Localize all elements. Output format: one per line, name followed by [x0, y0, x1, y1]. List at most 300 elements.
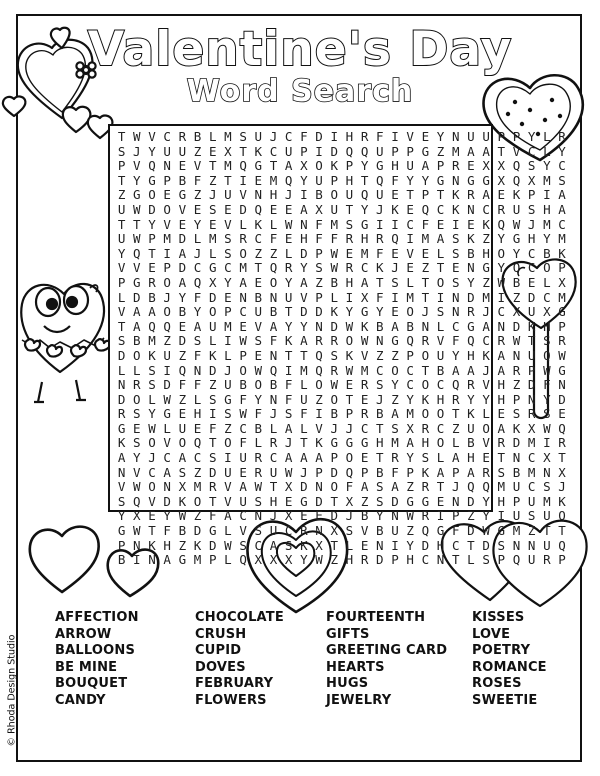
grid-letter[interactable]: J — [421, 304, 430, 320]
grid-letter[interactable]: B — [376, 464, 384, 480]
grid-letter[interactable]: H — [527, 231, 536, 247]
grid-letter[interactable]: H — [497, 493, 506, 509]
grid-letter[interactable]: D — [300, 245, 308, 261]
grid-letter[interactable]: N — [558, 377, 566, 393]
grid-letter[interactable]: E — [163, 187, 171, 203]
grid-letter[interactable]: U — [436, 347, 445, 363]
grid-letter[interactable]: P — [391, 143, 399, 159]
grid-letter[interactable]: R — [208, 479, 217, 495]
grid-letter[interactable]: L — [163, 420, 171, 436]
grid-letter[interactable]: T — [467, 537, 475, 553]
grid-letter[interactable]: Y — [224, 274, 232, 290]
grid-letter[interactable]: F — [193, 289, 202, 305]
grid-letter[interactable]: V — [224, 216, 232, 232]
grid-letter[interactable]: F — [376, 245, 384, 261]
grid-letter[interactable]: P — [451, 464, 460, 480]
grid-letter[interactable]: X — [527, 420, 536, 436]
grid-letter[interactable]: P — [451, 508, 460, 524]
grid-letter[interactable]: C — [148, 464, 156, 480]
grid-letter[interactable]: V — [239, 187, 247, 203]
grid-letter[interactable]: Q — [543, 347, 551, 363]
grid-letter[interactable]: F — [376, 129, 384, 144]
grid-letter[interactable]: T — [436, 479, 445, 495]
grid-letter[interactable]: T — [558, 523, 566, 539]
grid-letter[interactable]: C — [436, 201, 445, 217]
grid-letter[interactable]: J — [163, 289, 171, 305]
grid-letter[interactable]: L — [224, 552, 232, 568]
grid-letter[interactable]: Y — [133, 450, 141, 466]
grid-letter[interactable]: O — [193, 493, 202, 509]
grid-letter[interactable]: B — [467, 245, 475, 261]
grid-letter[interactable]: S — [376, 377, 384, 393]
grid-letter[interactable]: K — [117, 435, 126, 451]
grid-letter[interactable]: E — [451, 260, 460, 276]
grid-letter[interactable]: X — [527, 172, 536, 188]
grid-letter[interactable]: L — [224, 347, 232, 363]
grid-letter[interactable]: E — [467, 158, 475, 174]
grid-letter[interactable]: Z — [193, 187, 202, 203]
grid-letter[interactable]: A — [360, 274, 369, 290]
grid-letter[interactable]: Z — [163, 333, 171, 349]
grid-letter[interactable]: N — [512, 347, 521, 363]
grid-letter[interactable]: D — [330, 508, 338, 524]
grid-letter[interactable]: Z — [451, 420, 460, 436]
grid-letter[interactable]: M — [193, 479, 202, 495]
grid-letter[interactable]: K — [451, 187, 460, 203]
grid-letter[interactable]: P — [330, 450, 338, 466]
grid-letter[interactable]: I — [315, 406, 323, 422]
grid-letter[interactable]: U — [178, 143, 187, 159]
grid-letter[interactable]: S — [345, 523, 354, 539]
grid-letter[interactable]: O — [148, 187, 156, 203]
grid-letter[interactable]: E — [345, 377, 354, 393]
grid-letter[interactable]: K — [467, 231, 475, 247]
grid-letter[interactable]: Q — [512, 260, 521, 276]
grid-letter[interactable]: T — [345, 391, 354, 407]
grid-letter[interactable]: K — [558, 245, 566, 261]
grid-letter[interactable]: P — [208, 552, 217, 568]
grid-letter[interactable]: T — [300, 347, 308, 363]
grid-letter[interactable]: Z — [178, 391, 187, 407]
grid-letter[interactable]: D — [330, 464, 338, 480]
grid-letter[interactable]: D — [376, 552, 384, 568]
grid-letter[interactable]: T — [117, 318, 126, 334]
grid-letter[interactable]: T — [497, 450, 506, 466]
grid-letter[interactable]: V — [117, 479, 126, 495]
grid-letter[interactable]: H — [467, 450, 475, 466]
grid-letter[interactable]: Y — [148, 406, 156, 422]
grid-letter[interactable]: Y — [497, 260, 506, 276]
grid-letter[interactable]: E — [269, 201, 278, 217]
grid-letter[interactable]: X — [208, 274, 217, 290]
grid-letter[interactable]: A — [224, 508, 232, 524]
grid-letter[interactable]: D — [208, 464, 217, 480]
grid-letter[interactable]: F — [208, 420, 217, 436]
grid-letter[interactable]: F — [178, 377, 187, 393]
grid-letter[interactable]: X — [482, 158, 490, 174]
grid-letter[interactable]: S — [315, 260, 323, 276]
grid-letter[interactable]: N — [117, 464, 126, 480]
grid-letter[interactable]: Z — [421, 260, 430, 276]
grid-letter[interactable]: T — [436, 260, 445, 276]
grid-letter[interactable]: O — [224, 435, 232, 451]
grid-letter[interactable]: H — [345, 172, 354, 188]
grid-letter[interactable]: Y — [512, 245, 521, 261]
grid-letter[interactable]: S — [239, 537, 247, 553]
grid-letter[interactable]: M — [269, 172, 278, 188]
grid-letter[interactable]: I — [315, 143, 323, 159]
grid-letter[interactable]: M — [421, 231, 430, 247]
grid-letter[interactable]: R — [345, 260, 354, 276]
grid-letter[interactable]: C — [284, 523, 293, 539]
grid-letter[interactable]: F — [254, 406, 263, 422]
grid-letter[interactable]: M — [482, 289, 490, 305]
grid-letter[interactable]: H — [482, 245, 490, 261]
grid-letter[interactable]: C — [406, 216, 414, 232]
grid-letter[interactable]: D — [300, 304, 308, 320]
grid-letter[interactable]: R — [360, 129, 369, 144]
grid-letter[interactable]: U — [300, 391, 308, 407]
grid-letter[interactable]: L — [269, 216, 278, 232]
grid-letter[interactable]: W — [239, 333, 247, 349]
grid-letter[interactable]: L — [284, 245, 293, 261]
grid-letter[interactable]: F — [284, 377, 293, 393]
grid-letter[interactable]: Y — [527, 129, 536, 144]
grid-letter[interactable]: D — [133, 289, 141, 305]
grid-letter[interactable]: W — [133, 201, 141, 217]
grid-letter[interactable]: F — [193, 347, 202, 363]
grid-letter[interactable]: K — [315, 435, 323, 451]
grid-letter[interactable]: W — [315, 552, 323, 568]
grid-letter[interactable]: A — [558, 201, 566, 217]
grid-letter[interactable]: S — [451, 231, 460, 247]
grid-letter[interactable]: K — [421, 391, 430, 407]
grid-letter[interactable]: F — [315, 216, 323, 232]
grid-letter[interactable]: P — [224, 304, 232, 320]
grid-letter[interactable]: W — [543, 362, 551, 378]
grid-letter[interactable]: N — [497, 318, 506, 334]
grid-letter[interactable]: M — [543, 216, 551, 232]
grid-letter[interactable]: C — [376, 362, 384, 378]
grid-letter[interactable]: M — [330, 216, 338, 232]
grid-letter[interactable]: E — [178, 318, 187, 334]
grid-letter[interactable]: K — [148, 537, 156, 553]
grid-letter[interactable]: S — [224, 231, 232, 247]
grid-letter[interactable]: Z — [269, 245, 278, 261]
grid-letter[interactable]: W — [482, 523, 490, 539]
grid-letter[interactable]: S — [376, 493, 384, 509]
grid-letter[interactable]: R — [558, 435, 566, 451]
grid-letter[interactable]: T — [421, 362, 430, 378]
grid-letter[interactable]: W — [558, 347, 566, 363]
grid-letter[interactable]: Z — [193, 464, 202, 480]
grid-letter[interactable]: J — [208, 187, 217, 203]
grid-letter[interactable]: N — [467, 260, 475, 276]
grid-letter[interactable]: T — [558, 450, 566, 466]
grid-letter[interactable]: Q — [178, 362, 187, 378]
grid-letter[interactable]: S — [117, 493, 126, 509]
grid-letter[interactable]: X — [224, 143, 232, 159]
grid-letter[interactable]: Y — [406, 391, 414, 407]
grid-letter[interactable]: G — [254, 158, 263, 174]
grid-letter[interactable]: H — [406, 552, 414, 568]
grid-letter[interactable]: Q — [133, 493, 141, 509]
grid-letter[interactable]: Y — [360, 158, 369, 174]
grid-letter[interactable]: I — [391, 216, 399, 232]
grid-letter[interactable]: R — [421, 420, 430, 436]
grid-letter[interactable]: F — [300, 406, 308, 422]
grid-letter[interactable]: O — [345, 450, 354, 466]
grid-letter[interactable]: N — [300, 216, 308, 232]
grid-letter[interactable]: O — [163, 304, 171, 320]
grid-letter[interactable]: E — [148, 260, 156, 276]
grid-letter[interactable]: E — [148, 508, 156, 524]
grid-letter[interactable]: J — [148, 450, 156, 466]
grid-letter[interactable]: J — [376, 391, 384, 407]
grid-letter[interactable]: N — [315, 523, 323, 539]
grid-letter[interactable]: E — [345, 245, 354, 261]
grid-letter[interactable]: D — [512, 318, 521, 334]
grid-letter[interactable]: S — [391, 420, 399, 436]
grid-letter[interactable]: J — [269, 508, 278, 524]
grid-letter[interactable]: F — [193, 172, 202, 188]
grid-letter[interactable]: T — [406, 187, 414, 203]
grid-letter[interactable]: A — [558, 187, 566, 203]
grid-letter[interactable]: C — [406, 362, 414, 378]
grid-letter[interactable]: J — [284, 187, 293, 203]
grid-letter[interactable]: C — [193, 260, 202, 276]
grid-letter[interactable]: W — [406, 508, 414, 524]
grid-letter[interactable]: V — [224, 479, 232, 495]
grid-letter[interactable]: Z — [254, 245, 263, 261]
grid-letter[interactable]: C — [436, 377, 445, 393]
grid-letter[interactable]: B — [406, 318, 414, 334]
grid-letter[interactable]: T — [421, 289, 430, 305]
grid-letter[interactable]: R — [330, 362, 338, 378]
grid-letter[interactable]: P — [406, 143, 414, 159]
grid-letter[interactable]: O — [148, 479, 156, 495]
grid-letter[interactable]: Y — [193, 216, 202, 232]
grid-letter[interactable]: M — [527, 464, 536, 480]
grid-letter[interactable]: P — [163, 260, 171, 276]
grid-letter[interactable]: J — [482, 304, 490, 320]
grid-letter[interactable]: R — [421, 508, 430, 524]
grid-letter[interactable]: T — [527, 333, 536, 349]
grid-letter[interactable]: X — [543, 450, 551, 466]
grid-letter[interactable]: V — [482, 435, 490, 451]
grid-letter[interactable]: A — [391, 406, 399, 422]
grid-letter[interactable]: Z — [391, 347, 399, 363]
grid-letter[interactable]: Q — [360, 187, 369, 203]
grid-letter[interactable]: Z — [208, 377, 217, 393]
grid-letter[interactable]: L — [345, 537, 354, 553]
grid-letter[interactable]: P — [406, 464, 414, 480]
grid-letter[interactable]: F — [376, 289, 384, 305]
grid-letter[interactable]: X — [497, 158, 506, 174]
grid-letter[interactable]: U — [254, 304, 263, 320]
grid-letter[interactable]: B — [330, 406, 338, 422]
grid-letter[interactable]: E — [406, 201, 414, 217]
grid-letter[interactable]: F — [269, 231, 278, 247]
grid-letter[interactable]: I — [436, 508, 445, 524]
grid-letter[interactable]: S — [558, 172, 566, 188]
grid-letter[interactable]: P — [163, 172, 171, 188]
grid-letter[interactable]: J — [482, 362, 490, 378]
grid-letter[interactable]: P — [497, 552, 506, 568]
grid-letter[interactable]: Q — [497, 216, 506, 232]
grid-letter[interactable]: P — [148, 231, 156, 247]
grid-letter[interactable]: H — [497, 391, 506, 407]
grid-letter[interactable]: G — [376, 158, 384, 174]
grid-letter[interactable]: S — [284, 537, 293, 553]
grid-letter[interactable]: C — [163, 129, 171, 144]
grid-letter[interactable]: S — [543, 406, 551, 422]
grid-letter[interactable]: T — [117, 129, 126, 144]
grid-letter[interactable]: U — [254, 129, 263, 144]
grid-letter[interactable]: R — [558, 129, 566, 144]
grid-letter[interactable]: T — [239, 143, 247, 159]
grid-letter[interactable]: Z — [467, 508, 475, 524]
grid-letter[interactable]: P — [558, 552, 566, 568]
grid-letter[interactable]: C — [360, 420, 369, 436]
grid-letter[interactable]: H — [421, 435, 430, 451]
grid-letter[interactable]: Z — [512, 377, 521, 393]
grid-letter[interactable]: P — [315, 289, 323, 305]
grid-letter[interactable]: D — [239, 201, 247, 217]
grid-letter[interactable]: I — [391, 129, 399, 144]
grid-letter[interactable]: N — [451, 129, 460, 144]
grid-letter[interactable]: K — [345, 347, 354, 363]
grid-letter[interactable]: D — [512, 435, 521, 451]
grid-letter[interactable]: Q — [421, 523, 430, 539]
grid-letter[interactable]: I — [451, 216, 460, 232]
grid-letter[interactable]: A — [467, 143, 475, 159]
grid-letter[interactable]: X — [345, 493, 354, 509]
grid-letter[interactable]: P — [315, 464, 323, 480]
grid-letter[interactable]: J — [300, 464, 308, 480]
grid-letter[interactable]: H — [360, 231, 369, 247]
grid-letter[interactable]: D — [421, 537, 430, 553]
grid-letter[interactable]: E — [300, 508, 308, 524]
grid-letter[interactable]: E — [391, 245, 399, 261]
grid-letter[interactable]: Q — [269, 260, 278, 276]
grid-letter[interactable]: Z — [527, 523, 536, 539]
grid-letter[interactable]: O — [133, 391, 141, 407]
grid-letter[interactable]: P — [360, 464, 369, 480]
grid-letter[interactable]: W — [133, 231, 141, 247]
grid-letter[interactable]: C — [543, 289, 551, 305]
grid-letter[interactable]: F — [300, 129, 308, 144]
grid-letter[interactable]: Y — [482, 493, 490, 509]
grid-letter[interactable]: Q — [193, 435, 202, 451]
grid-letter[interactable]: A — [284, 450, 293, 466]
grid-letter[interactable]: V — [133, 464, 141, 480]
grid-letter[interactable]: A — [163, 464, 171, 480]
grid-letter[interactable]: A — [178, 450, 187, 466]
grid-letter[interactable]: L — [117, 362, 126, 378]
grid-letter[interactable]: C — [451, 537, 460, 553]
grid-letter[interactable]: O — [421, 347, 430, 363]
grid-letter[interactable]: N — [269, 391, 278, 407]
grid-letter[interactable]: D — [330, 143, 338, 159]
grid-letter[interactable]: X — [284, 552, 293, 568]
grid-letter[interactable]: A — [436, 464, 445, 480]
grid-letter[interactable]: Y — [467, 391, 475, 407]
grid-letter[interactable]: L — [117, 289, 126, 305]
grid-letter[interactable]: U — [527, 347, 536, 363]
grid-letter[interactable]: G — [467, 318, 475, 334]
grid-letter[interactable]: H — [497, 377, 506, 393]
grid-letter[interactable]: I — [406, 231, 414, 247]
grid-letter[interactable]: W — [512, 333, 521, 349]
grid-letter[interactable]: S — [497, 464, 506, 480]
grid-letter[interactable]: A — [269, 318, 278, 334]
grid-letter[interactable]: L — [208, 333, 217, 349]
grid-letter[interactable]: D — [178, 260, 187, 276]
grid-letter[interactable]: Z — [512, 289, 521, 305]
grid-letter[interactable]: S — [391, 274, 399, 290]
grid-letter[interactable]: F — [315, 231, 323, 247]
grid-letter[interactable]: G — [208, 260, 217, 276]
grid-letter[interactable]: F — [345, 479, 354, 495]
grid-letter[interactable]: A — [269, 537, 278, 553]
grid-letter[interactable]: D — [482, 537, 490, 553]
grid-letter[interactable]: Q — [376, 172, 384, 188]
grid-letter[interactable]: X — [315, 201, 323, 217]
grid-letter[interactable]: T — [208, 158, 217, 174]
grid-letter[interactable]: Z — [406, 479, 414, 495]
grid-letter[interactable]: F — [330, 231, 338, 247]
grid-letter[interactable]: J — [269, 129, 278, 144]
grid-letter[interactable]: W — [330, 245, 338, 261]
grid-letter[interactable]: W — [254, 362, 263, 378]
grid-letter[interactable]: S — [497, 537, 506, 553]
grid-letter[interactable]: W — [148, 420, 156, 436]
grid-letter[interactable]: V — [148, 493, 156, 509]
grid-letter[interactable]: A — [300, 201, 308, 217]
grid-letter[interactable]: S — [224, 406, 232, 422]
grid-letter[interactable]: T — [436, 187, 445, 203]
grid-letter[interactable]: S — [133, 435, 141, 451]
grid-letter[interactable]: N — [315, 318, 323, 334]
grid-letter[interactable]: D — [315, 129, 323, 144]
grid-letter[interactable]: G — [360, 435, 369, 451]
grid-letter[interactable]: O — [208, 304, 217, 320]
grid-letter[interactable]: A — [482, 318, 490, 334]
grid-letter[interactable]: Q — [239, 158, 247, 174]
grid-letter[interactable]: N — [163, 158, 171, 174]
grid-letter[interactable]: U — [543, 508, 551, 524]
grid-letter[interactable]: Q — [512, 552, 521, 568]
grid-letter[interactable]: Q — [451, 377, 460, 393]
grid-letter[interactable]: A — [436, 231, 445, 247]
grid-letter[interactable]: C — [254, 537, 263, 553]
grid-letter[interactable]: P — [117, 158, 126, 174]
grid-letter[interactable]: W — [284, 216, 293, 232]
grid-letter[interactable]: W — [178, 508, 187, 524]
grid-letter[interactable]: G — [391, 333, 399, 349]
grid-letter[interactable]: L — [436, 245, 445, 261]
grid-letter[interactable]: B — [117, 552, 126, 568]
grid-letter[interactable]: M — [391, 435, 399, 451]
grid-letter[interactable]: C — [254, 231, 263, 247]
grid-letter[interactable]: Y — [376, 508, 384, 524]
grid-letter[interactable]: U — [284, 143, 293, 159]
grid-letter[interactable]: A — [239, 479, 247, 495]
grid-letter[interactable]: Y — [406, 450, 414, 466]
grid-letter[interactable]: A — [163, 552, 171, 568]
grid-letter[interactable]: E — [391, 304, 399, 320]
